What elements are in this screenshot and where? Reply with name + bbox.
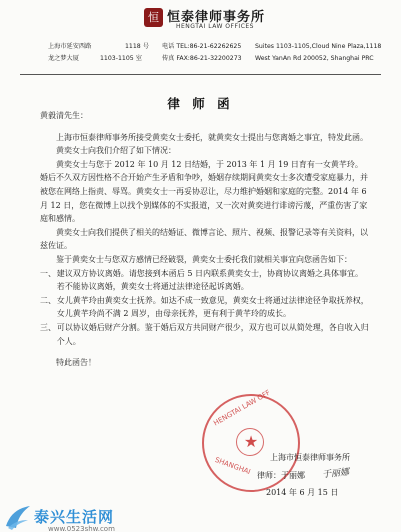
firm-logo: 恒	[144, 8, 163, 27]
closing-line: 特此函告！	[56, 358, 96, 368]
address-cn-line-2: 龙之梦大厦	[48, 55, 79, 62]
signature-lawyer: 律师：于丽娜	[257, 471, 305, 480]
bird-logo-icon	[4, 504, 32, 530]
paragraph: 黄奕女士向我们提供了相关的结婚证、微博言论、照片、视频、报警记录等有关资料，以兹佐证。	[40, 227, 368, 251]
firm-name-cn: 恒泰律师事务所	[167, 10, 266, 25]
header-divider	[20, 74, 381, 75]
tel-number: 电话 TEL:86-21-62262625	[162, 43, 242, 50]
firm-name-en: HENGTAI LAW OFFICES	[176, 23, 254, 30]
address-cn-line-1: 上海市延安西路	[48, 43, 92, 50]
list-item-text: 可以协议婚后财产分割。鉴于婚后双方共同财产很少，双方也可以从简处理，各自收入归个人。	[56, 322, 369, 346]
paragraph: 黄奕女士向我们介绍了如下情况：	[56, 146, 176, 156]
watermark-url[interactable]: www.0523shw.com	[48, 525, 115, 532]
list-item	[40, 294, 370, 321]
signature-firm: 上海市恒泰律师事务所	[270, 453, 350, 462]
list-item-text: 女儿黄芊玲由黄奕女士抚养。如达不成一致意见，黄奕女士将通过法律途径争取抚养权，女儿黄芊玲尚不满 2 周岁，由母亲抚养，更有利于黄芊玲的成长。	[56, 295, 369, 319]
list-item-number: 二、	[40, 295, 56, 305]
address-cn-line-2-no: 1103-1105 室	[100, 55, 142, 62]
letter-title: 律 师 函	[167, 96, 234, 111]
seal-star-icon: ★	[243, 432, 259, 451]
address-en-line-2: West YanAn Rd 200052, Shanghai PRC	[255, 55, 374, 62]
paragraph: 黄奕女士与您于 2012 年 10 月 12 日结婚，于 2013 年 1 月 19 日育有一女黄芊玲。婚后不久双方因性格不合开始产生矛盾和争吵，婚姻存续期间黄奕女士多次遭受家庭暴力，并被您在网络上指责、辱骂。黄奕女士一再妥协忍让，尽力维护婚姻和家庭的完整。2014 年 6 月 12 日，您在微博上以找个别媒体的不实报道，又一次对黄奕进行诽谤污蔑，严重伤害了家庭和感情。	[40, 159, 368, 224]
list-item-text: 建议双方协议离婚。请您接到本函后 5 日内联系黄奕女士，协商协议离婚之具体事宜。若不能协议离婚，黄奕女士将通过法律途径起诉离婚。	[56, 268, 363, 292]
letter-date: 2014 年 6 月 15 日	[266, 488, 339, 497]
address-en-line-1: Suites 1103-1105,Cloud Nine Plaza,1118	[255, 43, 382, 50]
list-item-number: 一、	[40, 268, 56, 278]
watermark-site-name: 泰兴生活网	[34, 508, 115, 526]
letter-body	[40, 109, 370, 370]
fax-number: 传真 FAX:86-21-32200273	[162, 55, 242, 62]
salutation: 黄毅清先生：	[40, 111, 88, 120]
list-item	[40, 267, 370, 294]
list-item-number: 三、	[40, 322, 56, 332]
site-watermark	[0, 502, 180, 532]
seal-ring-text-bottom: SHANGHAI	[213, 455, 252, 477]
paragraph: 鉴于黄奕女士与您双方感情已经破裂，黄奕女士委托我们就相关事宜向您函告如下：	[56, 254, 352, 264]
address-cn-line-1-no: 1118 号	[125, 43, 149, 50]
list-item	[40, 321, 370, 348]
seal-ring-text-top: HENGTAI LAW OFF	[212, 388, 272, 428]
paragraph: 上海市恒泰律师事务所接受黄奕女士委托，就黄奕女士提出与您离婚之事宜，特发此函。	[56, 132, 368, 142]
handwritten-signature: 于丽娜	[321, 467, 350, 481]
